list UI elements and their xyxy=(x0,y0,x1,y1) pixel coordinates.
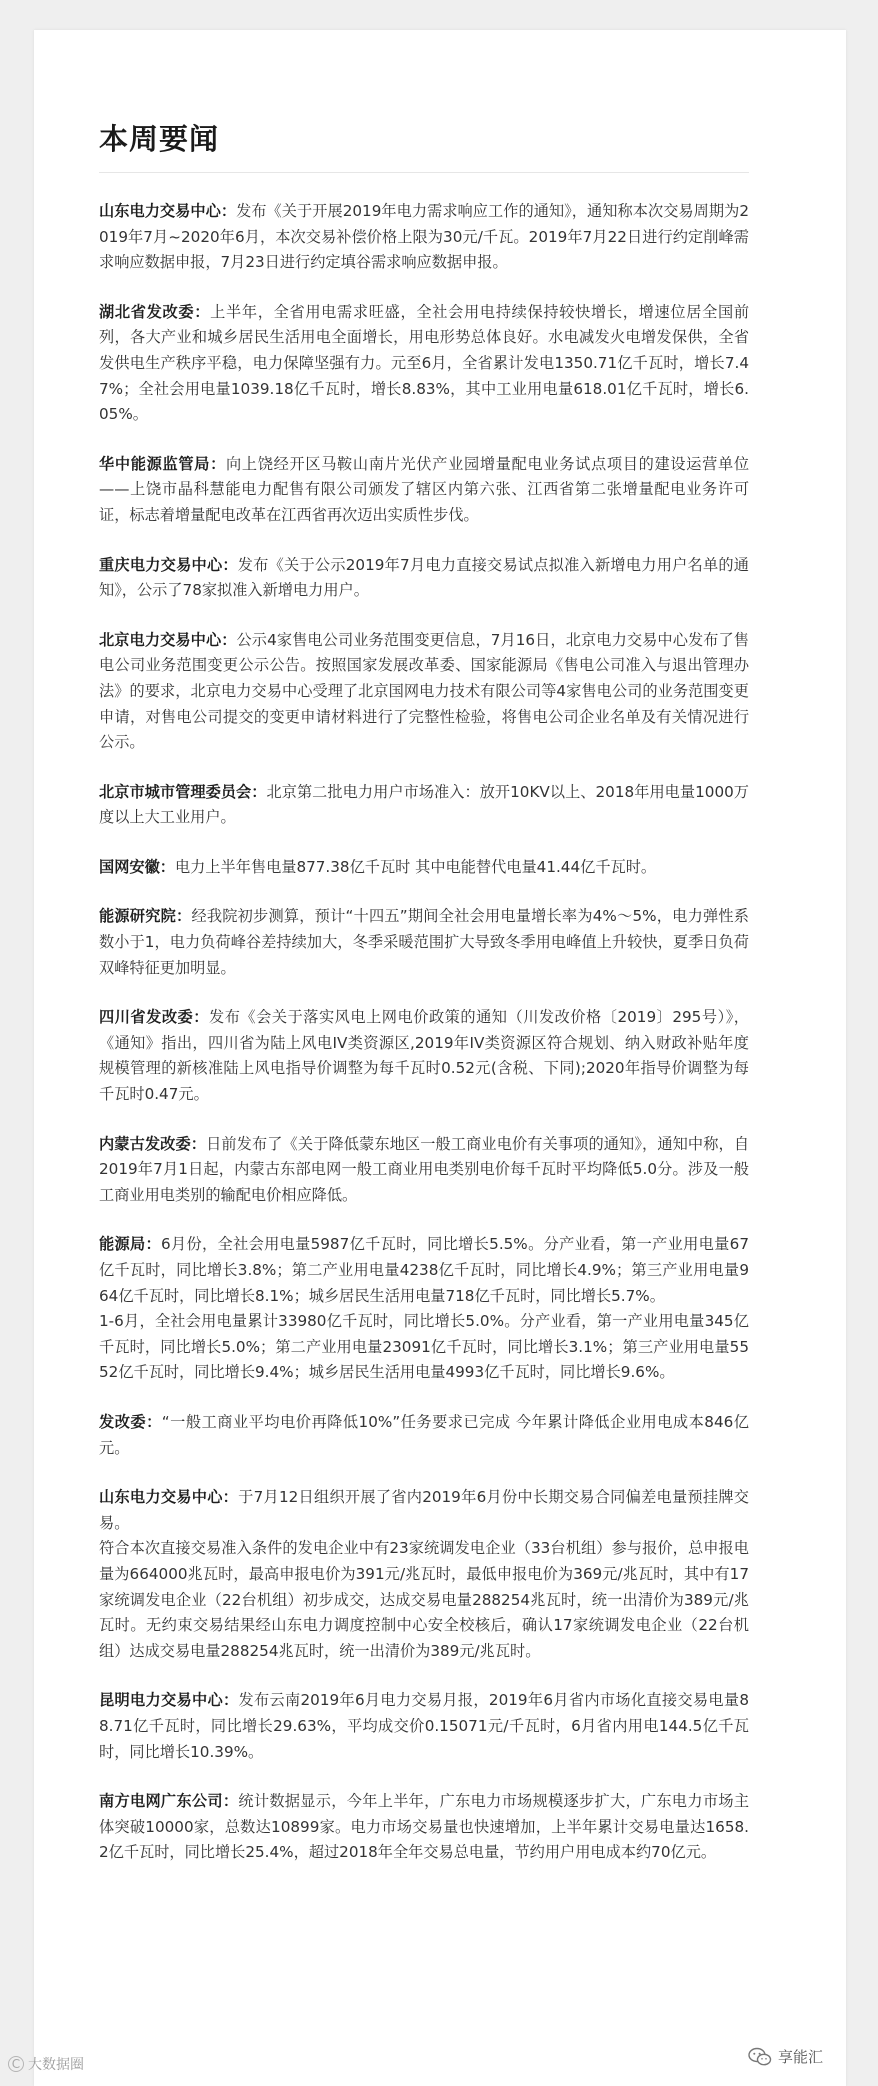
news-body: 于7月12日组织开展了省内2019年6月份中长期交易合同偏差电量预挂牌交易。 xyxy=(99,1488,749,1532)
news-body: 统计数据显示，今年上半年，广东电力市场规模逐步扩大，广东电力市场主体突破10000家，总数达10899家。电力市场交易量也快速增加，上半年累计交易电量达1658.2亿千瓦时，同比增长25.4%，超过2018年全年交易总电量，节约用户用电成本约70亿元。 xyxy=(99,1792,750,1862)
news-source: 能源局： xyxy=(99,1235,162,1254)
news-item xyxy=(99,780,749,831)
news-item xyxy=(99,1485,749,1664)
news-source: 重庆电力交易中心： xyxy=(99,555,238,574)
news-source: 北京市城市管理委员会： xyxy=(99,782,267,801)
news-body: 发布云南2019年6月电力交易月报，2019年6月省内市场化直接交易电量88.71亿千瓦时，同比增长29.63%，平均成交价0.15071元/千瓦时，6月省内用电144.5亿千瓦时，同比增长10.39%。 xyxy=(99,1691,750,1761)
brand-badge xyxy=(748,2046,823,2067)
news-source: 内蒙古发改委： xyxy=(99,1134,207,1153)
news-item xyxy=(99,452,749,529)
news-source: 北京电力交易中心： xyxy=(99,630,237,649)
news-item xyxy=(99,1688,749,1765)
watermark xyxy=(8,2054,84,2074)
news-body-continued: 1-6月，全社会用电量累计33980亿千瓦时，同比增长5.0%。分产业看，第一产业用电量345亿千瓦时，同比增长5.0%；第二产业用电量23091亿千瓦时，同比增长3.1%；第三产业用电量5552亿千瓦时，同比增长9.4%；城乡居民生活用电量4993亿千瓦时，同比增长9.6%。 xyxy=(99,1312,749,1382)
news-item xyxy=(99,855,749,881)
news-body: 经我院初步测算，预计“十四五”期间全社会用电量增长率为4%～5%，电力弹性系数小于1，电力负荷峰谷差持续加大，冬季采暖范围扩大导致冬季用电峰值上升较快，夏季日负荷双峰特征更加明显。 xyxy=(99,907,749,977)
news-item xyxy=(99,1005,749,1107)
news-source: 山东电力交易中心： xyxy=(99,202,237,220)
news-item xyxy=(99,300,749,428)
news-source: 昆明电力交易中心： xyxy=(99,1691,239,1710)
title-divider xyxy=(99,172,749,173)
news-source: 华中能源监管局： xyxy=(99,454,226,473)
news-item xyxy=(99,1410,749,1461)
page-title: 本周要闻 xyxy=(99,122,220,156)
brand-name: 享能汇 xyxy=(778,2048,824,2066)
news-body: 发布《关于开展2019年电力需求响应工作的通知》，通知称本次交易周期为2019年7月~2020年6月，本次交易补偿价格上限为30元/千瓦。2019年7月22日进行约定削峰需求响应数据申报，7月23日进行约定填谷需求响应数据申报。 xyxy=(99,202,750,272)
news-source: 发改委： xyxy=(99,1412,162,1431)
news-body: “一般工商业平均电价再降低10%”任务要求已完成 今年累计降低企业用电成本846亿元。 xyxy=(99,1412,749,1457)
news-body: 向上饶经开区马鞍山南片光伏产业园增量配电业务试点项目的建设运营单位——上饶市晶科慧能电力配售有限公司颁发了辖区内第六张、江西省第二张增量配电业务许可证，标志着增量配电改革在江西省再次迈出实质性步伐。 xyxy=(99,454,750,524)
news-item xyxy=(99,553,749,604)
news-body-continued: 符合本次直接交易准入条件的发电企业中有23家统调发电企业（33台机组）参与报价，总申报电量为664000兆瓦时，最高申报电价为391元/兆瓦时，最低申报电价为369元/兆瓦时，其中有17家统调发电企业（22台机组）初步成交，达成交易电量288254兆瓦时，统一出清价为389元/兆瓦时。无约束交易结果经山东电力调度控制中心安全校核后，确认17家统调发电企业（22台机组）达成交易电量288254兆瓦时，统一出清价为389元/兆瓦时。 xyxy=(99,1539,749,1660)
news-item xyxy=(99,1232,749,1386)
news-item xyxy=(99,1132,749,1209)
news-item xyxy=(99,628,749,756)
news-source: 国网安徽： xyxy=(99,857,175,876)
news-body: 电力上半年售电量877.38亿千瓦时 其中电能替代电量41.44亿千瓦时。 xyxy=(174,857,657,876)
news-source: 能源研究院： xyxy=(99,907,192,926)
news-body: 北京第二批电力用户市场准入：放开10KV以上、2018年用电量1000万度以上大工业用户。 xyxy=(99,782,749,827)
news-source: 四川省发改委： xyxy=(99,1008,209,1027)
news-source: 湖北省发改委： xyxy=(99,302,211,321)
news-body: 日前发布了《关于降低蒙东地区一般工商业电价有关事项的通知》，通知中称，自2019年7月1日起，内蒙古东部电网一般工商业用电类别电价每千瓦时平均降低5.0分。涉及一般工商业用电类别的输配电价相应降低。 xyxy=(99,1134,750,1204)
watermark-mark: C xyxy=(8,2056,24,2072)
article-content xyxy=(99,118,749,1890)
news-source: 南方电网广东公司： xyxy=(99,1792,239,1811)
news-source: 山东电力交易中心： xyxy=(99,1488,239,1507)
news-body: 6月份，全社会用电量5987亿千瓦时，同比增长5.5%。分产业看，第一产业用电量67亿千瓦时，同比增长3.8%；第二产业用电量4238亿千瓦时，同比增长4.9%；第三产业用电量964亿千瓦时，同比增长8.1%；城乡居民生活用电量718亿千瓦时，同比增长5.7%。 xyxy=(99,1235,750,1305)
wechat-icon xyxy=(748,2047,772,2067)
news-body: 发布《会关于落实风电上网电价政策的通知（川发改价格〔2019〕295号）》，《通知》指出，四川省为陆上风电IV类资源区,2019年IV类资源区符合规划、纳入财政补贴年度规模管理的新核准陆上风电指导价调整为每千瓦时0.52元(含税、下同);2020年指导价调整为每千瓦时0.47元。 xyxy=(99,1008,749,1104)
news-body: 上半年，全省用电需求旺盛，全社会用电持续保持较快增长，增速位居全国前列，各大产业和城乡居民生活用电全面增长，用电形势总体良好。水电减发火电增发保供，全省发供电生产秩序平稳，电力保障坚强有力。元至6月，全省累计发电1350.71亿千瓦时，增长7.47%；全社会用电量1039.18亿千瓦时，增长8.83%，其中工业用电量618.01亿千瓦时，增长6.05%。 xyxy=(99,302,750,424)
news-item xyxy=(99,904,749,981)
news-body: 公示4家售电公司业务范围变更信息，7月16日，北京电力交易中心发布了售电公司业务范围变更公示公告。按照国家发展改革委、国家能源局《售电公司准入与退出管理办法》的要求，北京电力交易中心受理了北京国网电力技术有限公司等4家售电公司的业务范围变更申请，对售电公司提交的变更申请材料进行了完整性检验，将售电公司企业名单及有关情况进行公示。 xyxy=(99,630,749,752)
watermark-text: 大数据圈 xyxy=(28,2057,84,2073)
news-body: 发布《关于公示2019年7月电力直接交易试点拟准入新增电力用户名单的通知》，公示了78家拟准入新增电力用户。 xyxy=(99,555,749,600)
news-item xyxy=(99,1789,749,1866)
news-item xyxy=(99,199,749,276)
